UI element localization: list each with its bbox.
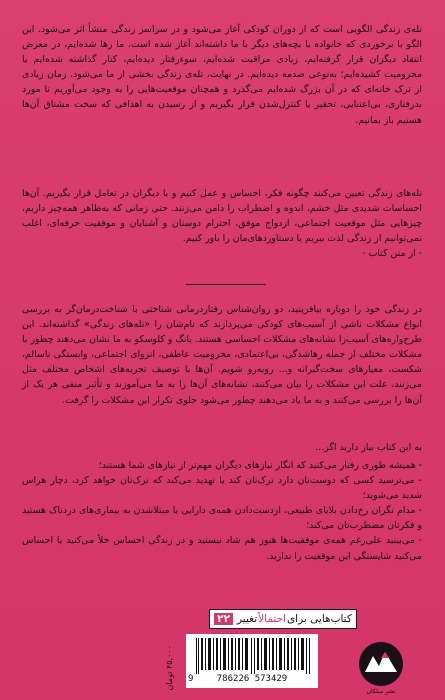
series-suffix: تغییر [237, 613, 258, 625]
list-item: - همیشه طوری رفتار می‌کنید که انگار نیازهای دیگران مهم‌تر از نیازهای شما هستند؛ [98, 460, 422, 471]
intro-paragraph: تله‌ی زندگی الگویی است که از دوران کودکی آغاز می‌شود و در سراسر زندگی منشأ اثر می‌شود. این الگو با برخوردی که خانواده یا بچه‌های دیگر با ما داشته‌اند آغاز شده است. ما رها شده‌ایم، در معرض انتقاد دیگران قرار گرفته‌ایم، زیادی مراقبت شده‌ایم، سوءرفتار دیده‌ایم، کنار گذاشته شده‌ایم یا محرومیت کشیده‌ایم؛ به‌نوعی صدمه دیده‌ایم. در نهایت، تله‌ی زندگی بخشی از ما می‌شود. زمان زیادی از ترک خانه‌ای که در آن بزرگ شده‌ایم می‌گذرد و همچنان موقعیت‌هایی را به وجود می‌آوریم تا مورد بدرفتاری، بی‌اعتنایی، تحقیر یا کنترل‌شدن قرار بگیریم و از رسیدن به اهدافی که سخت مشتاق آن‌ها هستیم باز بمانیم. [22, 24, 422, 126]
section-divider [186, 284, 266, 285]
list-lead: به این کتاب نیاز دارید اگر... [315, 442, 422, 453]
publisher-logo-icon [355, 640, 407, 688]
source-attribution: - از متن کتاب - [362, 248, 422, 259]
description-paragraph: در زندگی خود را دوباره بیافرینید، دو روان‌شناس رفتاردرمانی شناختی با شناخت‌درمان‌گر به بررسی انواع مشکلات ناشی از آسیب‌های کودکی می‌پردازند که نام‌شان را «تله‌های زندگی» گذاشته‌اند. این طرح‌واره‌های آسیب‌زا نشانه‌های مشکلات احساسی هستند. یانگ و کلوسکو به ما نشان می‌دهند چطور با مشکلات مختلف از جمله رهاشدگی، بی‌اعتمادی، محرومیت عاطفی، انزوای اجتماعی، وابستگی ناسالم، شکست، معیارهای سخت‌گیرانه و... روبه‌رو شویم. آن‌ها با توصیف تجربه‌های اشخاص مختلف مثل می‌زنند، علت این مشکلات را بیان می‌کنند، نشانه‌های آن‌ها را به ما می‌آموزند و تأثیر منفی هر یک از آن‌ها را بررسی می‌کنند و به ما یاد می‌دهند چطور می‌شود جلوی تکرار این مشکلات را گرفت. [22, 304, 422, 406]
series-number: ۲۲ [214, 613, 233, 625]
list-item: - می‌ترسید کسی که دوست‌تان دارد ترک‌تان کند یا تهدید می‌کند که ترک‌تان خواهد کرد، دچار هراس شدید می‌شوید؛ [22, 475, 422, 502]
list-item: - مدام نگران رخ‌دادن بلایای طبیعی، ازدست‌دادن همه‌ی دارایی یا مبتلاشدن به بیماری‌های دردناک هستید و فکرتان مضطرب‌تان می‌کند؛ [22, 505, 422, 532]
price-label: ۴۵,۰۰۰ تومان [165, 645, 174, 691]
barcode-number: 786226 573429 [216, 674, 288, 684]
reasons-list [22, 458, 422, 564]
series-label [209, 609, 357, 629]
series-accent: احتمالاً [258, 613, 286, 625]
series-prefix: کتاب‌هایی برای [286, 613, 352, 625]
publisher-name: نشر میلکان [366, 688, 396, 695]
intro-tail-paragraph: تله‌های زندگی تعیین می‌کنند چگونه فکر، احساس و عمل کنیم و با دیگران در تعامل قرار بگیریم. آن‌ها احساسات شدیدی مثل خشم، اندوه و اضطراب را دامن می‌زنند. حتی زمانی که به‌ظاهر همه‌چیز داریم، چیزهایی مثل موقعیت اجتماعی، ازدواج موفق، احترام دوستان و آشنایان و موفقیت حرفه‌ای، اغلب نمی‌توانیم از زندگی لذت ببریم یا دستاوردهای‌مان را باور کنیم. [22, 188, 422, 245]
list-item: - می‌بینید علی‌رغم همه‌ی موفقیت‌ها هنوز هم شاد نیستید و در زندگی احساس خلأ می‌کنید یا احساس می‌کنید شایستگی این موقعیت را ندارید. [22, 535, 422, 562]
barcode-bars [196, 638, 314, 674]
barcode-first-digit: 9 [188, 674, 194, 684]
barcode [186, 634, 318, 688]
